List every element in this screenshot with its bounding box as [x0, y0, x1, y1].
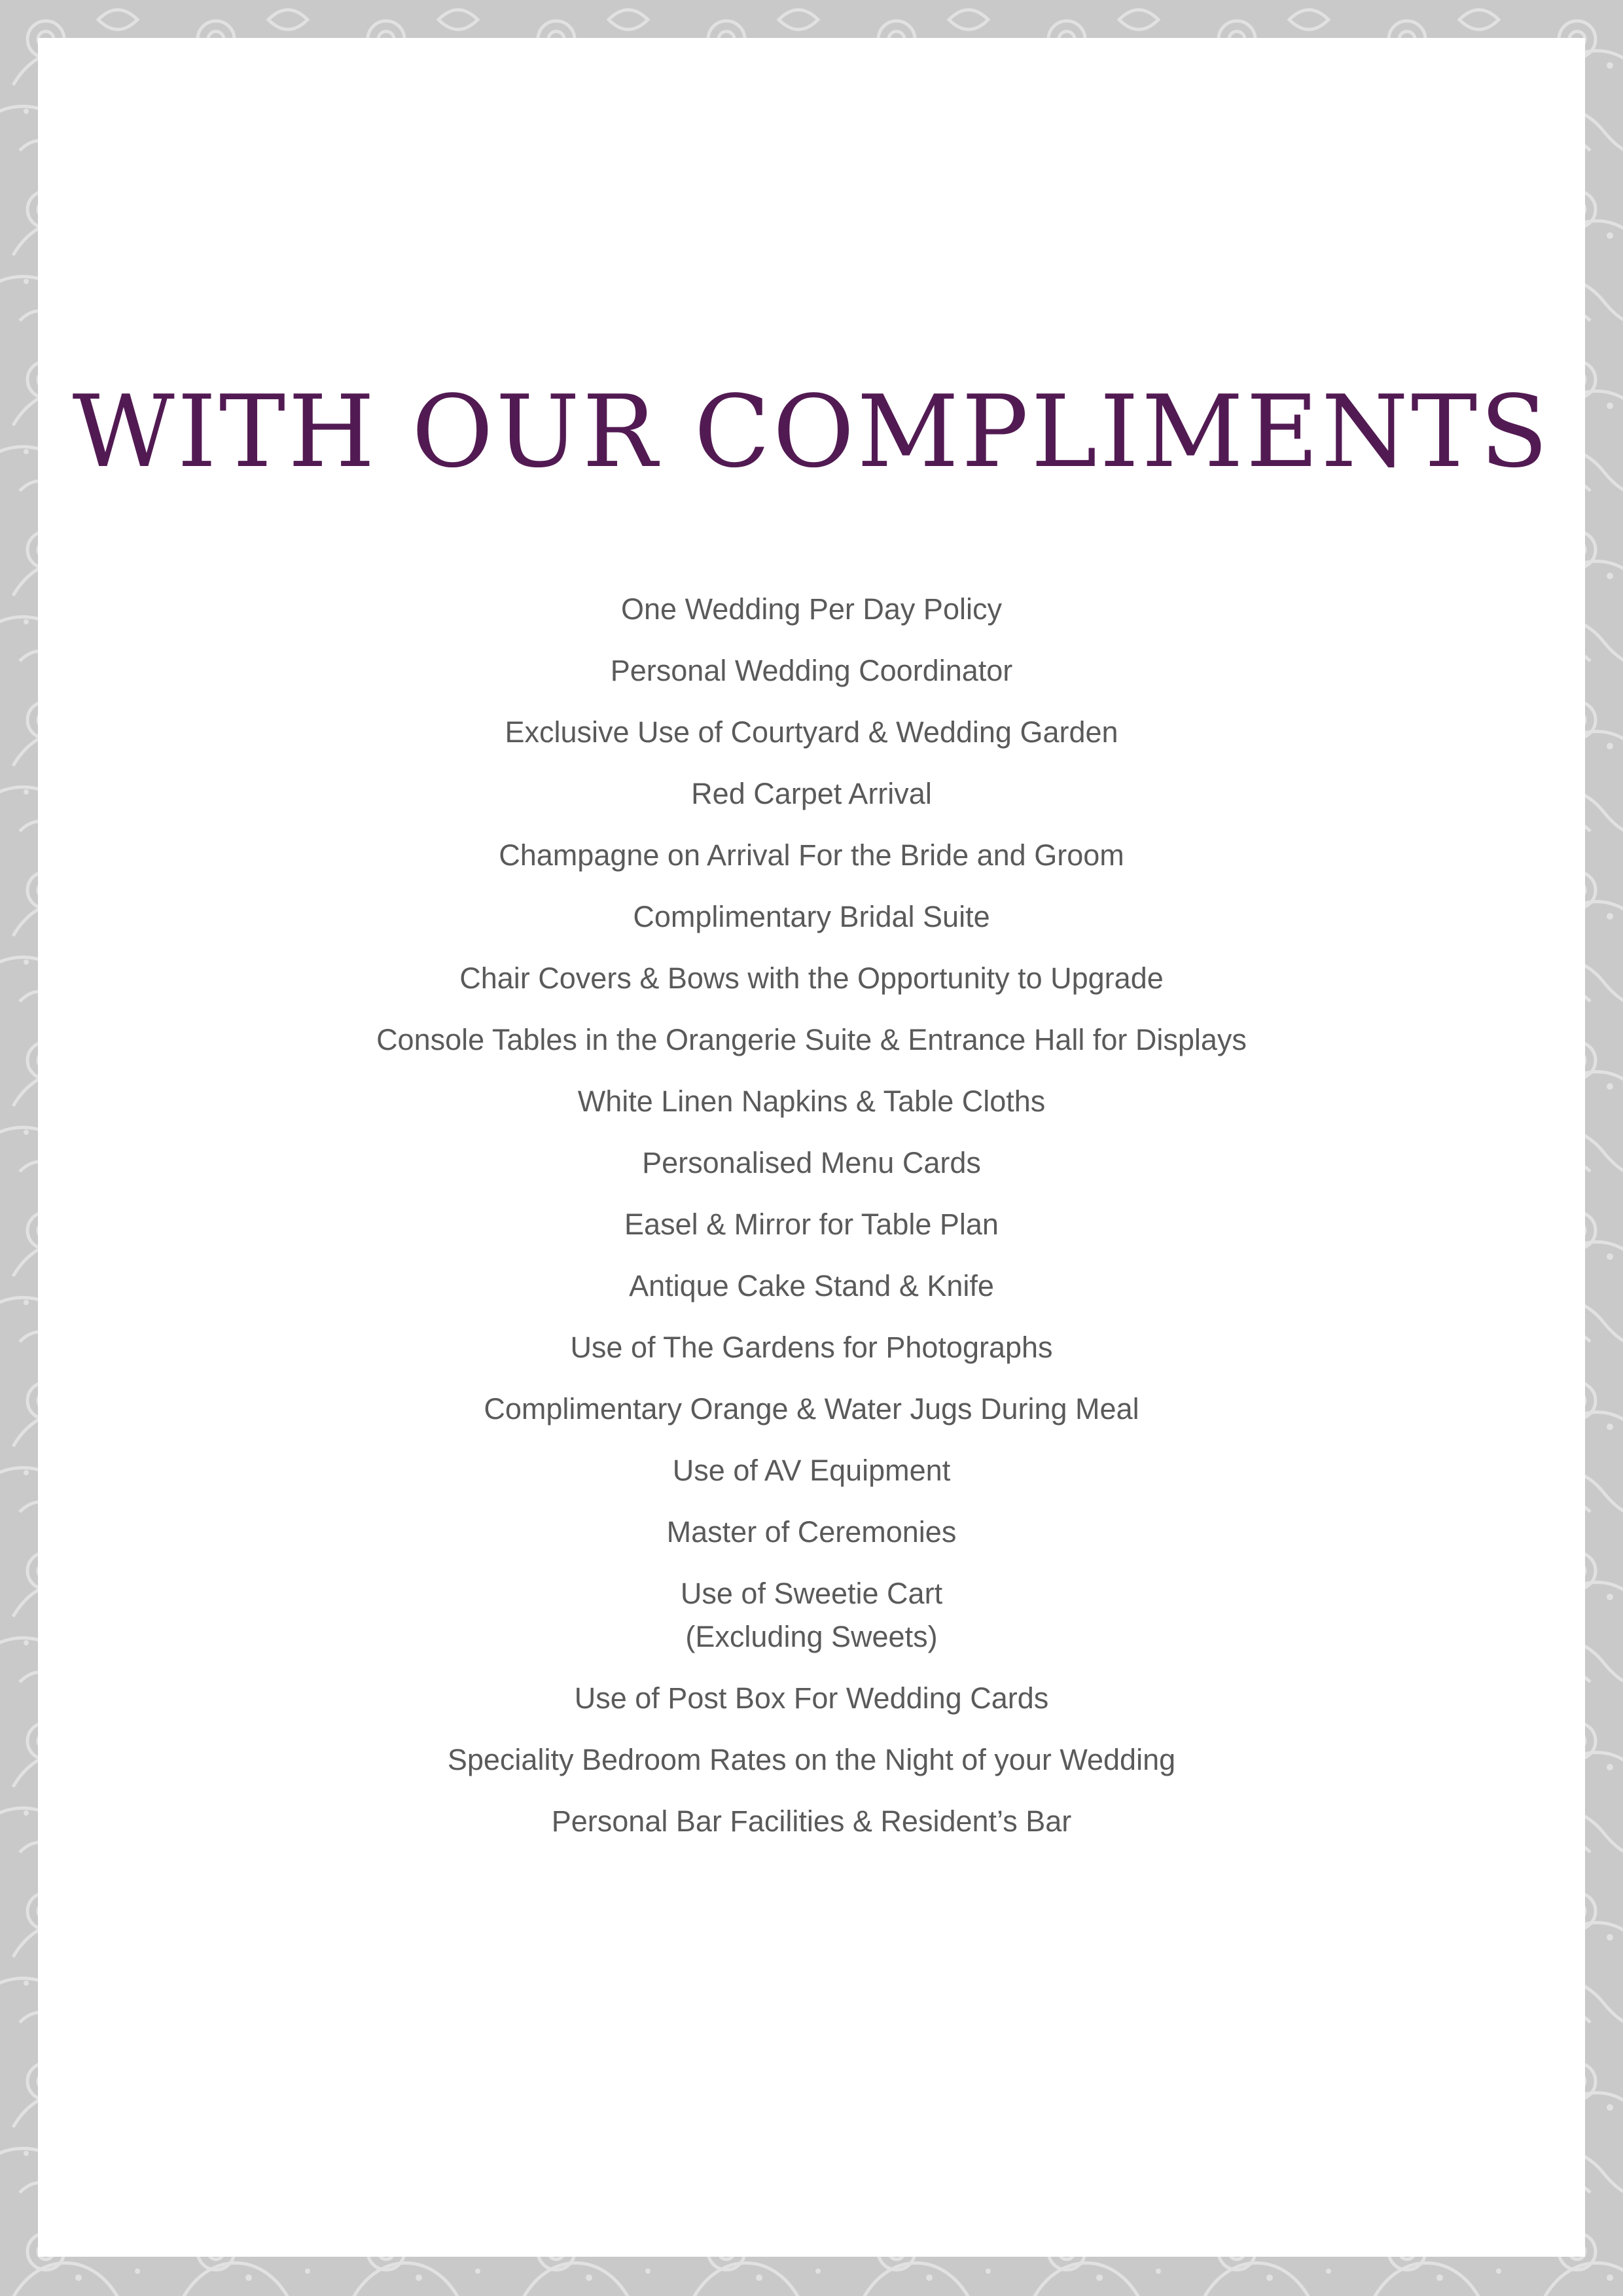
list-item: Exclusive Use of Courtyard & Wedding Garden: [505, 715, 1118, 749]
compliments-list: [38, 588, 1585, 1861]
list-item: Antique Cake Stand & Knife: [629, 1269, 994, 1302]
list-item: Personal Wedding Coordinator: [610, 654, 1013, 687]
list-item: Personal Bar Facilities & Resident’s Bar: [551, 1804, 1072, 1838]
list-item: Chair Covers & Bows with the Opportunity to Upgrade: [459, 961, 1164, 995]
list-item: Use of The Gardens for Photographs: [570, 1331, 1053, 1364]
list-item: Master of Ceremonies: [666, 1515, 957, 1549]
list-item: Console Tables in the Orangerie Suite & Entrance Hall for Displays: [376, 1023, 1247, 1056]
list-item: Red Carpet Arrival: [691, 777, 932, 810]
list-item: White Linen Napkins & Table Cloths: [577, 1085, 1046, 1118]
list-item: Personalised Menu Cards: [642, 1146, 981, 1179]
document-page: [38, 38, 1585, 2257]
list-item: One Wedding Per Day Policy: [621, 592, 1002, 626]
list-item: Use of AV Equipment: [672, 1454, 951, 1487]
sweetie-cart-line: Use of Sweetie Cart: [680, 1577, 943, 1610]
sweetie-cart-note: (Excluding Sweets): [685, 1620, 938, 1653]
list-item: Use of Post Box For Wedding Cards: [574, 1681, 1049, 1715]
list-item: Complimentary Orange & Water Jugs During Meal: [484, 1392, 1139, 1426]
list-item: Complimentary Bridal Suite: [633, 900, 990, 933]
page-title: WITH OUR COMPLIMENTS: [72, 374, 1551, 490]
list-item: Champagne on Arrival For the Bride and Groom: [499, 838, 1124, 872]
list-item: Easel & Mirror for Table Plan: [624, 1208, 999, 1241]
list-item-sweetie-cart: [38, 1572, 1585, 1659]
list-item: Speciality Bedroom Rates on the Night of your Wedding: [447, 1743, 1176, 1776]
